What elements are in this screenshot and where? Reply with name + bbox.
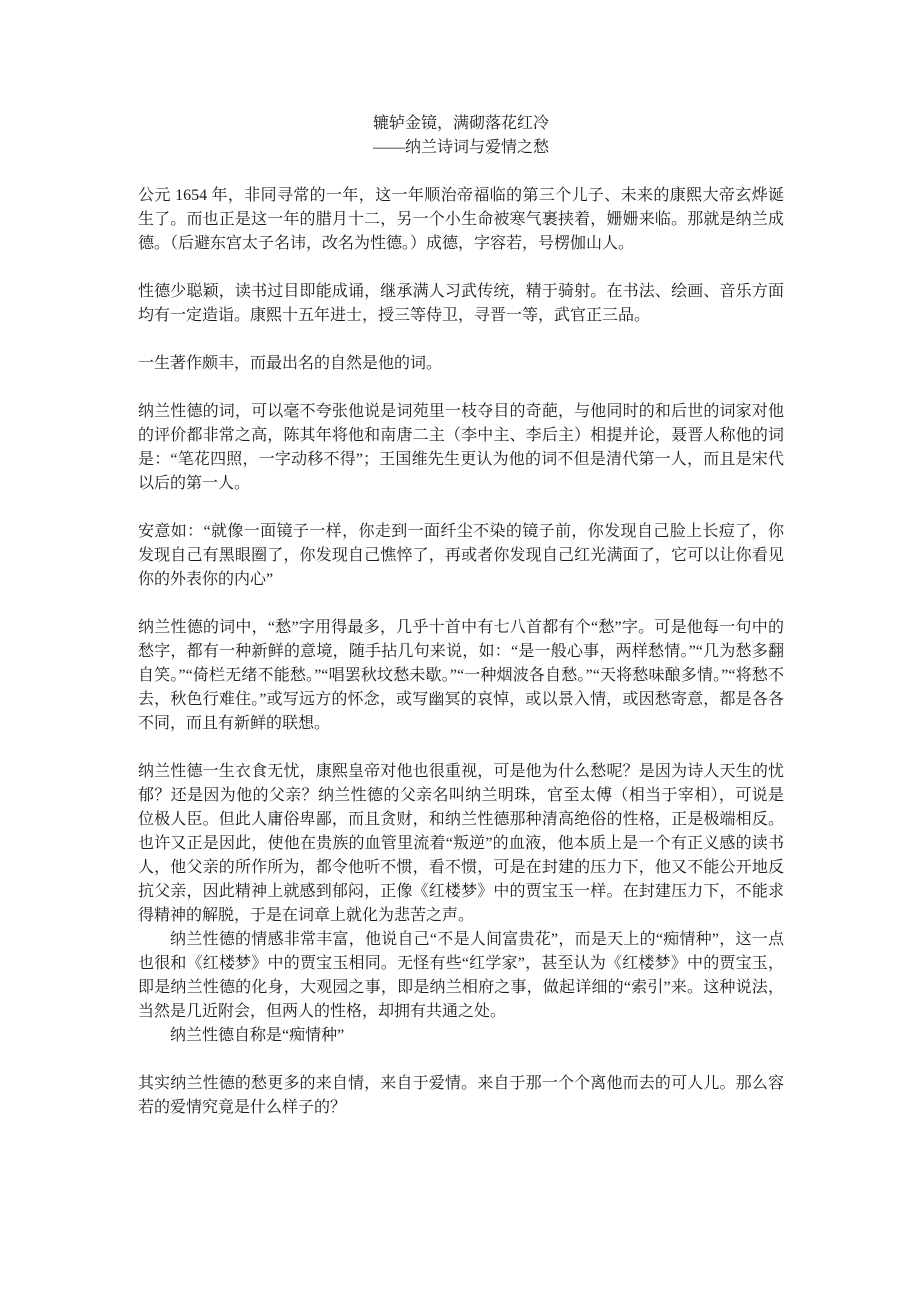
paragraph: 纳兰性德的词，可以毫不夸张他说是词苑里一枝夺目的奇葩，与他同时的和后世的词家对他的评价都非常之高，陈其年将他和南唐二主（李中主、李后主）相提并论，聂晋人称他的词是：“笔花四照，一字动移不得”；王国维先生更认为他的词不但是清代第一人，而且是宋代以后的第一人。 (138, 403, 784, 492)
paragraph: 其实纳兰性德的愁更多的来自情，来自于爱情。来自于那一个个离他而去的可人儿。那么容若的爱情究竟是什么样子的？ (138, 1075, 784, 1116)
document-title: 辘轳金镜，满砌落花红冷 (372, 115, 549, 132)
paragraph: 公元 1654 年，非同寻常的一年，这一年顺治帝福临的第三个儿子、未来的康熙大帝玄烨诞生了。而也正是这一年的腊月十二，另一个小生命被寒气裹挟着，姗姗来临。那就是纳兰成德。（后避东宫太子名讳，改名为性德。）成德，字容若，号楞伽山人。 (138, 187, 784, 252)
paragraph: 一生著作颇丰，而最出名的自然是他的词。 (138, 355, 443, 372)
paragraph: 纳兰性德的词中，“愁”字用得最多，几乎十首中有七八首都有个“愁”字。可是他每一句中的愁字，都有一种新鲜的意境，随手拈几句来说，如：“是一般心事，两样愁情。”“几为愁多翻自笑。”“倚栏无绪不能愁。”“唱罢秋坟愁未歇。”“一种烟波各自愁。”“天将愁味酿多情。”“将愁不去，秋色行难住。”或写远方的怀念，或写幽冥的哀悼，或以景入情，或因愁寄意，都是各各不同，而且有新鲜的联想。 (138, 619, 784, 732)
paragraph: 安意如：“就像一面镜子一样，你走到一面纤尘不染的镜子前，你发现自己脸上长痘了，你发现自己有黑眼圈了，你发现自己憔悴了，再或者你发现自己红光满面了，它可以让你看见你的外表你的内心” (138, 523, 784, 588)
paragraph: 纳兰性德自称是“痴情种” (170, 1027, 345, 1044)
paragraph: 纳兰性德的情感非常丰富，他说自己“不是人间富贵花”，而是天上的“痴情种”，这一点也很和《红楼梦》中的贾宝玉相同。无怪有些“红学家”，甚至认为《红楼梦》中的贾宝玉，即是纳兰性德的化身，大观园之事，即是纳兰相府之事，做起详细的“索引”来。这种说法，当然是几近附会，但两人的性格，却拥有共通之处。 (138, 931, 784, 1020)
paragraph: 性德少聪颖，读书过目即能成诵，继承满人习武传统，精于骑射。在书法、绘画、音乐方面均有一定造诣。康熙十五年进士，授三等侍卫，寻晋一等，武官正三品。 (138, 283, 784, 324)
document-subtitle: ——纳兰诗词与爱情之愁 (372, 139, 549, 156)
paragraph: 纳兰性德一生衣食无忧，康熙皇帝对他也很重视，可是他为什么愁呢？是因为诗人天生的忧郁？还是因为他的父亲？纳兰性德的父亲名叫纳兰明珠，官至太傅（相当于宰相），可说是位极人臣。但此人庸俗卑鄙，而且贪财，和纳兰性德那种清高绝俗的性格，正是极端相反。也许又正是因此，使他在贵族的血管里流着“叛逆”的血液，他本质上是一个有正义感的读书人，他父亲的所作所为，都令他听不惯，看不惯，可是在封建的压力下，他又不能公开地反抗父亲，因此精神上就感到郁闷，正像《红楼梦》中的贾宝玉一样。在封建压力下，不能求得精神的解脱，于是在词章上就化为悲苦之声。 (138, 763, 784, 924)
document-body (138, 184, 784, 1120)
